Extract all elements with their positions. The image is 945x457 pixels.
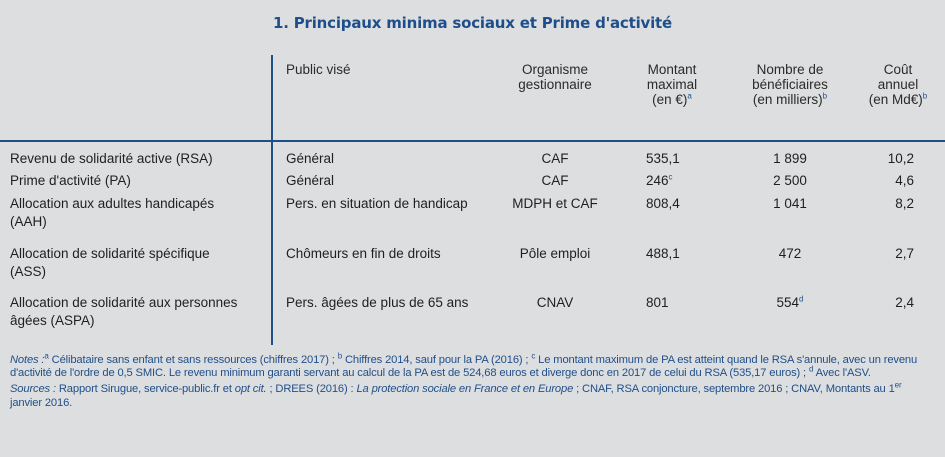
table-title: 1. Principaux minima sociaux et Prime d'activité (272, 14, 672, 32)
header-organisme: Organisme gestionnaire (518, 62, 592, 92)
row-public: Général (286, 173, 335, 188)
row-cout: 2,4 (895, 295, 914, 310)
row-organisme: Pôle emploi (519, 246, 591, 261)
sources-paragraph: Sources : Rapport Sirugue, service-public.fr et opt cit. ; DREES (2016) : La protection sociale en France et en Europe ; CNAF, RSA conjoncture, septembre 2016 ; CNAV, Montants au 1er janvier 2016. (10, 380, 902, 409)
row-montant: 808,4 (646, 196, 680, 211)
column-divider (271, 55, 273, 345)
notes-paragraph: Notes :$^a$ Célibataire sans enfant et sans ressources (chiffres 2017) ; $^b$ Chiffres 2014, sauf pour la PA (2016) ; $^c$ Le montant maximum de PA est atteint quand le RSA s'annule, avec un revenu d'activité de l'ordre de 0,5 SMIC. Le revenu minimum garanti servant au calcul de la PA est de 524,68 euros et diverge donc en 2017 de celui du RSA (535,17 euros) ; $^d$ Avec l'ASV. (10, 351, 918, 380)
row-organisme: MDPH et CAF (512, 196, 598, 211)
row-montant: 488,1 (646, 246, 680, 261)
row-beneficiaires: 2 500 (773, 173, 807, 188)
row-beneficiaires: 554$^d$ (776, 294, 804, 310)
row-beneficiaires: 1 899 (773, 151, 807, 166)
row-public: Pers. âgées de plus de 65 ans (286, 295, 469, 310)
row-name: Allocation aux adultes handicapés (AAH) (10, 196, 215, 229)
row-organisme: CNAV (536, 295, 574, 310)
header-montant: Montant maximal (en €)$^a$ (646, 62, 698, 107)
row-montant: 246$^c$ (646, 172, 673, 188)
row-name: Allocation de solidarité aux personnes âgées (ASPA) (10, 295, 238, 328)
row-public: Chômeurs en fin de droits (286, 246, 441, 261)
header-public: Public visé (286, 62, 351, 77)
row-organisme: CAF (541, 173, 569, 188)
row-cout: 2,7 (895, 246, 914, 261)
row-name: Prime d'activité (PA) (10, 173, 131, 188)
row-cout: 4,6 (895, 173, 914, 188)
header-beneficiaires: Nombre de bénéficiaires (en milliers)$^b$ (752, 62, 828, 107)
row-public: Pers. en situation de handicap (286, 196, 468, 211)
row-public: Général (286, 151, 335, 166)
row-cout: 10,2 (887, 151, 914, 166)
row-beneficiaires: 1 041 (773, 196, 807, 211)
footnotes (10, 351, 935, 410)
row-montant: 801 (646, 295, 669, 310)
header-divider (0, 140, 945, 142)
row-name: Allocation de solidarité spécifique (ASS) (10, 246, 210, 279)
header-cout: Coût annuel (en Md€)$^b$ (868, 62, 928, 107)
row-beneficiaires: 472 (778, 246, 802, 261)
row-cout: 8,2 (895, 196, 914, 211)
row-organisme: CAF (541, 151, 569, 166)
row-montant: 535,1 (646, 151, 680, 166)
row-name: Revenu de solidarité active (RSA) (10, 151, 213, 166)
